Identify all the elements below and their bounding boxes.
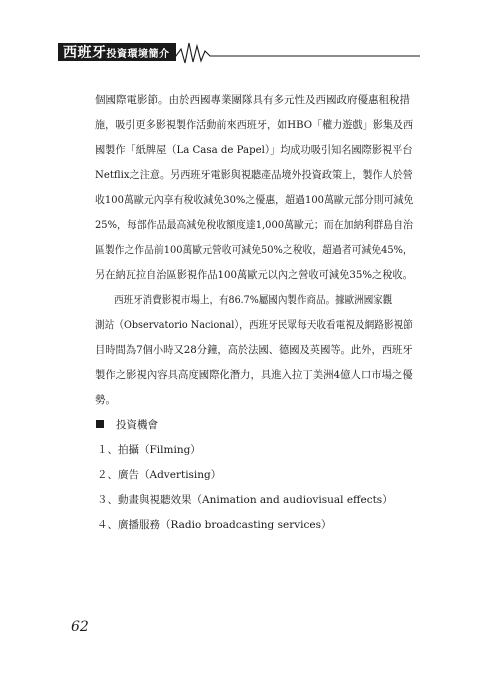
section-heading-text: 投資機會 [116,419,158,431]
paragraph-1 [95,88,413,288]
running-header [58,40,420,66]
paragraph-1-line: 個國際電影節。由於西國專業團隊具有多元性及西國政府優惠租稅措 [95,94,410,106]
list-item: ２、廣告（Advertising） [97,469,222,481]
header-title [58,43,176,61]
page-number: 62 [71,619,89,635]
square-bullet-icon [96,420,104,428]
paragraph-2-line: 測站（Observatorio Nacional），西班牙民眾每天收看電視及網路影視節 [95,319,413,331]
paragraph-1-line: 25%，每部作品最高減免稅收額度達1,000萬歐元；而在加納利群島自治 [95,219,413,231]
paragraph-1-line: 另在納瓦拉自治區影視作品100萬歐元以內之營收可減免35%之稅收。 [95,269,413,281]
paragraph-1-line: 施，吸引更多影視製作活動前來西班牙，如HBO「權力遊戲」影集及西 [95,119,414,131]
list-item: １、拍攝（Filming） [97,444,201,456]
list-item: ４、廣播服務（Radio broadcasting services） [97,519,332,531]
paragraph-2-line: 目時間為7個小時又28分鐘，高於法國、德國及英國等。此外，西班牙 [95,344,413,356]
section-heading [95,413,413,438]
paragraph-1-line: Netflix之注意。另西班牙電影與視聽產品境外投資政策上，製作人於營 [95,169,413,181]
paragraph-2 [95,288,413,413]
page-body [95,88,413,538]
paragraph-2-line: 西班牙消費影視市場上，有86.7%屬國內製作商品。據歐洲國家觀 [114,294,393,306]
paragraph-1-line: 國製作「紙牌屋（La Casa de Papel）」均成功吸引知名國際影視平台 [95,144,413,156]
heartbeat-line-decoration [166,40,420,66]
paragraph-1-line: 收100萬歐元內享有稅收減免30%之優惠，超過100萬歐元部分則可減免 [95,194,414,206]
list-item: ３、動畫與視聽效果（Animation and audiovisual effects） [97,494,393,506]
paragraph-1-line: 區製作之作品前100萬歐元營收可減免50%之稅收，超過者可減免45%， [95,244,413,256]
header-title-sub: 投資環境簡介 [106,49,170,60]
paragraph-2-line: 製作之影視內容具高度國際化潛力，具進入拉丁美洲4億人口市場之優 [95,369,413,381]
header-title-main: 西班牙 [63,45,107,61]
paragraph-2-line: 勢。 [95,394,116,406]
